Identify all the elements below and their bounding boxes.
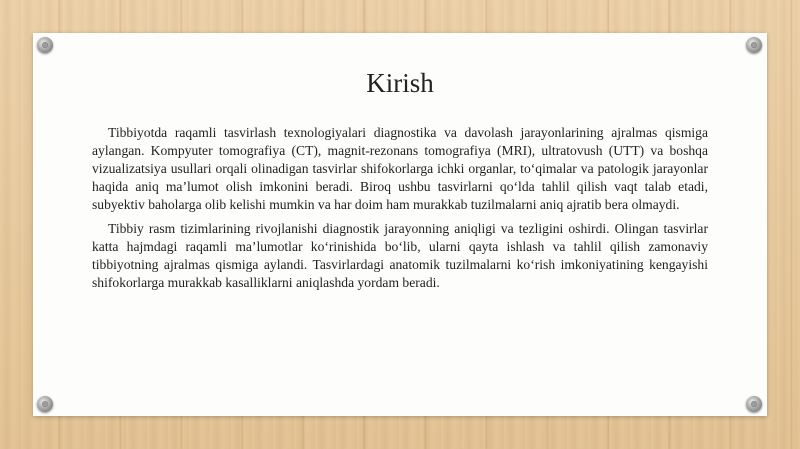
pin-icon [37, 37, 53, 53]
body-paragraph: Tibbiyotda raqamli tasvirlash texnologiyalari diagnostika va davolash jarayonlarining ajralmas qismiga aylangan. Kompyuter tomografiya (CT), magnit-rezonans tomografiya (MRI), ultratovush (UTT) va boshqa vizualizatsiya usullari orqali olinadigan tasvirlar shifokorlarga ichki organlar, to‘qimalar va patologik jarayonlar haqida aniq ma’lumot olish imkonini beradi. Biroq ushbu tasvirlarni qo‘lda tahlil qilish vaqt talab etadi, subyektiv baholarga olib kelishi mumkin va har doim ham murakkab tuzilmalarni aniq ajratib bera olmaydi. [92, 125, 708, 212]
body-paragraph: Tibbiy rasm tizimlarining rivojlanishi diagnostik jarayonning aniqligi va tezligini oshirdi. Olingan tasvirlar katta hajmdagi raqamli ma’lumotlar ko‘rinishida bo‘lib, ularni qayta ishlash va tahlil qilish zamonaviy tibbiyotning ajralmas qismiga aylandi. Tasvirlardagi anatomik tuzilmalarni ko‘rish imkoniyatining kengayishi shifokorlarga murakkab kasalliklarni aniqlashda yordam beradi. [92, 221, 708, 290]
pin-icon [746, 396, 762, 412]
pin-icon [746, 37, 762, 53]
slide-title: Kirish [366, 68, 434, 98]
pin-icon [37, 396, 53, 412]
slide-body [92, 124, 708, 298]
